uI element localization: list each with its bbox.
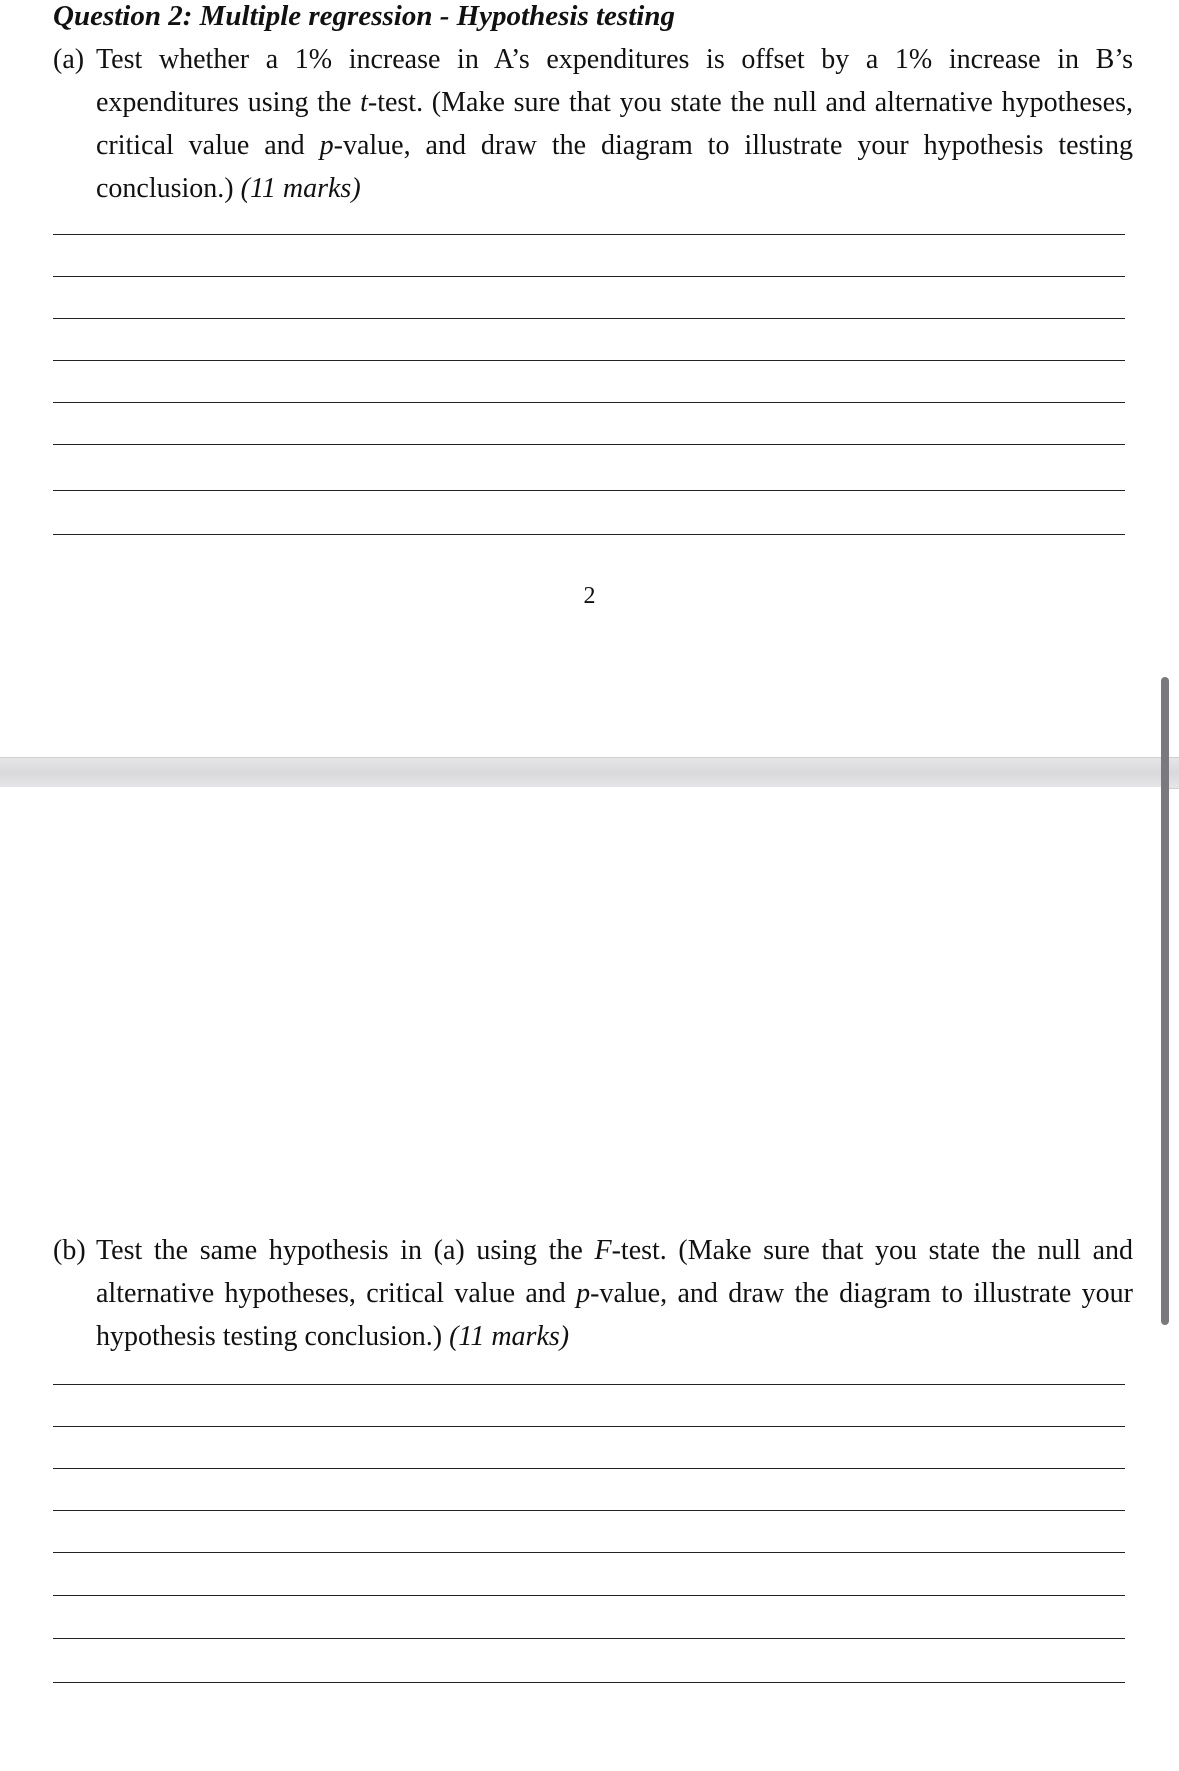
answer-line[interactable] — [53, 444, 1125, 445]
answer-line[interactable] — [53, 1552, 1125, 1553]
part-a-text-1: Test whether a 1% increase in A’s expenditures is offset by a 1% increase in B’s expenditures using the — [96, 44, 1133, 118]
answer-line[interactable] — [53, 1384, 1125, 1385]
part-a-text-2: -test. (Make sure that you state the null and alternative hypotheses, critical value and — [96, 87, 1133, 161]
answer-line[interactable] — [53, 1510, 1125, 1511]
page-number: 2 — [583, 583, 596, 609]
answer-line[interactable] — [53, 1638, 1125, 1639]
t-variable: t — [360, 87, 368, 118]
answer-line[interactable] — [53, 1682, 1125, 1683]
answer-line[interactable] — [53, 402, 1125, 403]
scrollbar-thumb[interactable] — [1161, 677, 1169, 1325]
part-a-marks: (11 marks) — [240, 173, 361, 204]
p-variable: p — [576, 1278, 591, 1309]
page-separator — [0, 757, 1179, 789]
part-b-text-3: -value, and draw the diagram to illustrate your hypothesis testing conclusion.) — [96, 1278, 1133, 1352]
answer-line[interactable] — [53, 318, 1125, 319]
question-title: Question 2: Multiple regression - Hypothesis testing — [53, 0, 675, 32]
answer-line[interactable] — [53, 1426, 1125, 1427]
part-a-label: (a) — [53, 44, 85, 75]
answer-line[interactable] — [53, 276, 1125, 277]
part-a-text-3: -value, and draw the diagram to illustrate your hypothesis testing conclusion.) — [96, 130, 1133, 204]
p-variable: p — [319, 130, 334, 161]
page-2 — [0, 0, 1166, 757]
part-b-prompt — [53, 1229, 1133, 1358]
answer-line[interactable] — [53, 1468, 1125, 1469]
f-variable: F — [594, 1235, 612, 1266]
answer-line[interactable] — [53, 234, 1125, 235]
part-b-marks: (11 marks) — [449, 1321, 570, 1352]
page-3 — [0, 787, 1166, 1771]
answer-line[interactable] — [53, 490, 1125, 491]
part-b-text-1: Test the same hypothesis in (a) using the — [96, 1235, 595, 1266]
part-b-label: (b) — [53, 1235, 86, 1266]
part-b-text-2: -test. (Make sure that you state the null and alternative hypotheses, critical value and — [96, 1235, 1133, 1309]
answer-line[interactable] — [53, 534, 1125, 535]
part-a-text — [96, 38, 1133, 210]
answer-line[interactable] — [53, 1595, 1125, 1596]
part-a-prompt — [53, 38, 1133, 210]
part-b-text — [96, 1229, 1133, 1358]
answer-line[interactable] — [53, 360, 1125, 361]
